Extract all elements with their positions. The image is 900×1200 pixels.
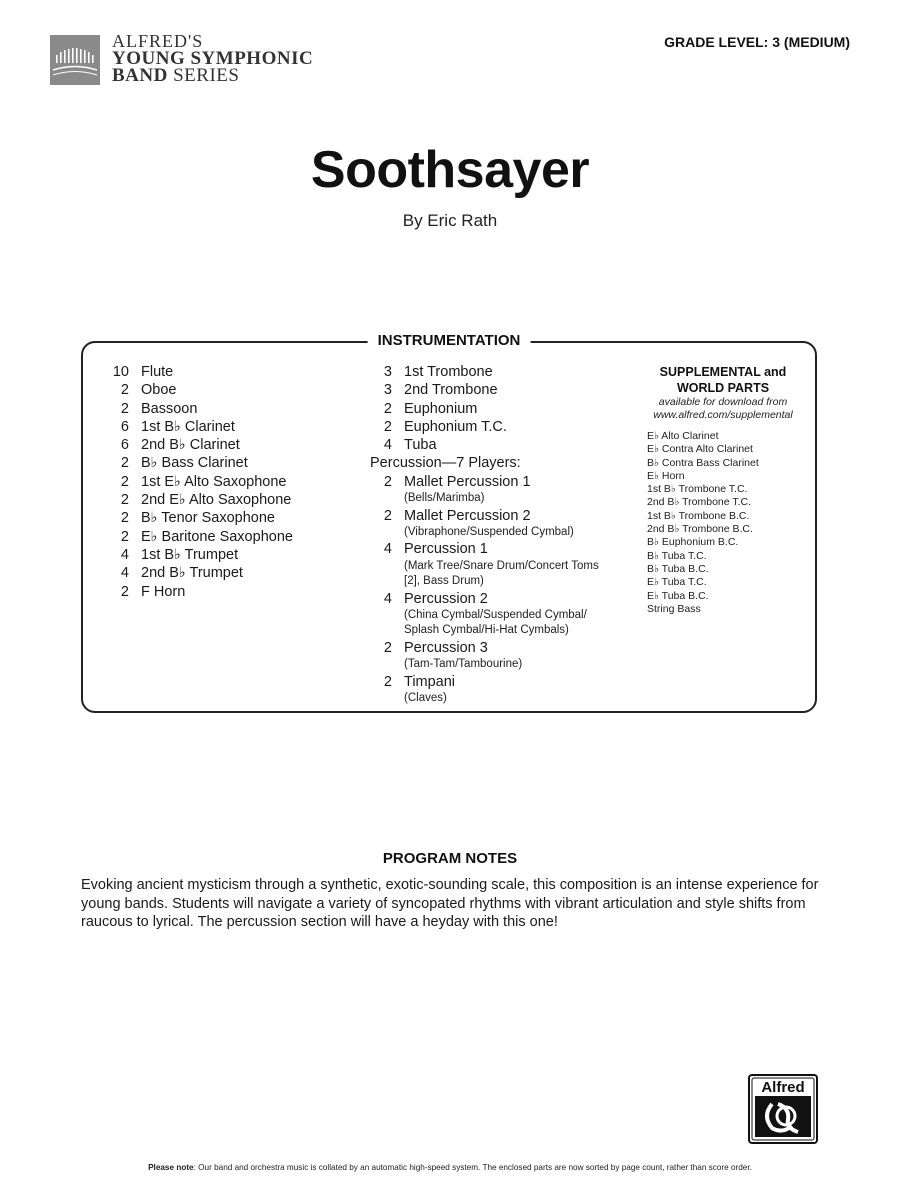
footer-note [0, 1163, 900, 1172]
instrument-row [99, 363, 359, 381]
instrument-count: 3 [383, 382, 392, 399]
instrument-row [370, 673, 660, 691]
instrument-name: Euphonium T.C. [404, 418, 507, 435]
instrument-detail: (Tam-Tam/Tambourine) [404, 658, 523, 671]
supplemental-title [638, 364, 808, 396]
series-line-3 [112, 67, 313, 84]
instrument-count: 2 [120, 492, 129, 509]
supplemental-note [638, 396, 808, 422]
instrument-name: Percussion 2 [404, 590, 488, 607]
alfred-logo-text: Alfred [761, 1079, 805, 1096]
supplemental-title-line-2: WORLD PARTS [676, 381, 770, 395]
instrument-row [370, 381, 660, 399]
instrument-count: 2 [120, 382, 129, 399]
instrument-count: 3 [383, 364, 392, 380]
instrument-name: Timpani [404, 673, 456, 690]
instrument-count: 6 [120, 418, 129, 435]
instrument-name: 1st B♭ Trumpet [141, 546, 239, 563]
instrument-row [99, 583, 359, 601]
instrument-count: 2 [383, 473, 392, 490]
instrument-row [99, 436, 359, 454]
instrument-name: E♭ Baritone Saxophone [141, 528, 293, 545]
supplemental-parts [638, 364, 808, 616]
supplemental-item: 1st B♭ Trombone B.C. [647, 509, 750, 522]
instrument-name: Mallet Percussion 2 [404, 507, 531, 524]
instrument-count: 2 [120, 473, 129, 490]
instrument-count: 2 [383, 507, 392, 524]
instrument-count: 2 [120, 583, 129, 600]
supplemental-item: E♭ Tuba B.C. [647, 589, 709, 602]
instrument-column-2 [370, 363, 660, 707]
series-series: SERIES [167, 65, 240, 86]
instrument-row [99, 400, 359, 418]
supplemental-item: B♭ Tuba T.C. [647, 549, 707, 562]
supplemental-item: 2nd B♭ Trombone T.C. [647, 496, 751, 509]
instrument-row [370, 473, 660, 491]
series-emblem-icon [50, 35, 100, 85]
supplemental-list [638, 430, 808, 616]
instrument-detail: (Claves) [404, 692, 447, 705]
page-title: Soothsayer [310, 141, 590, 199]
supplemental-item: E♭ Alto Clarinet [647, 430, 719, 442]
program-notes-heading: PROGRAM NOTES [382, 850, 518, 867]
instrument-row [99, 528, 359, 546]
instrument-column-1 [99, 363, 359, 601]
supplemental-item: B♭ Tuba B.C. [647, 562, 709, 575]
instrument-count: 4 [383, 590, 392, 607]
footer-label: Please note [148, 1163, 194, 1172]
instrument-row [370, 363, 660, 381]
instrument-name: Percussion 3 [404, 639, 488, 656]
supplemental-item: 1st B♭ Trombone T.C. [647, 483, 748, 496]
instrument-name: F Horn [141, 583, 186, 600]
instrumentation-box [81, 332, 817, 713]
instrumentation-heading: INSTRUMENTATION [368, 332, 531, 349]
instrument-name: Percussion 1 [404, 541, 488, 558]
instrument-count: 2 [120, 510, 129, 527]
instrument-row [99, 509, 359, 527]
instrument-name: 1st B♭ Clarinet [141, 418, 235, 435]
footer-text: : Our band and orchestra music is collated by an automatic high-speed system. The enclosed parts are now sorted by page count, rather than score order. [193, 1163, 752, 1172]
series-band: BAND [112, 65, 168, 86]
instrument-detail: (Bells/Marimba) [404, 492, 485, 505]
instrument-count: 10 [112, 364, 129, 380]
series-logo [50, 31, 395, 86]
instrument-name: 2nd E♭ Alto Saxophone [141, 492, 292, 509]
instrument-name: 1st E♭ Alto Saxophone [141, 473, 287, 490]
instrument-row [99, 546, 359, 564]
supplemental-item: String Bass [647, 602, 701, 615]
supplemental-item: E♭ Contra Alto Clarinet [647, 443, 753, 456]
instrument-row [99, 473, 359, 491]
instrument-name: 2nd B♭ Trumpet [141, 565, 243, 582]
instrument-name: Mallet Percussion 1 [404, 473, 531, 490]
supplemental-item: B♭ Contra Bass Clarinet [647, 456, 759, 469]
instrument-name: 2nd B♭ Clarinet [141, 437, 240, 454]
supplemental-note-line-1: available for download from [658, 396, 788, 408]
instrument-count: 2 [383, 400, 392, 417]
instrument-count: 2 [120, 400, 129, 417]
instrument-name: Oboe [141, 382, 177, 399]
series-line-1: ALFRED'S [112, 31, 204, 51]
instrument-row [370, 507, 660, 525]
instrument-count: 6 [120, 437, 129, 454]
instrument-count: 4 [383, 437, 392, 454]
instrument-count: 2 [120, 528, 129, 545]
instrument-row [99, 418, 359, 436]
supplemental-item: E♭ Tuba T.C. [647, 576, 707, 589]
alfred-logo [748, 1074, 818, 1144]
instrument-count: 2 [383, 639, 392, 656]
instrument-row [99, 564, 359, 582]
instrument-name: Euphonium [404, 400, 478, 417]
supplemental-item: 2nd B♭ Trombone B.C. [647, 523, 753, 536]
instrument-row [99, 381, 359, 399]
composer: By Eric Rath [402, 211, 498, 230]
instrument-row [370, 540, 660, 558]
instrument-name: Bassoon [141, 400, 198, 417]
instrument-detail: (China Cymbal/Suspended Cymbal/ Splash Cymbal/Hi-Hat Cymbals) [404, 608, 587, 637]
instrument-count: 2 [383, 673, 392, 690]
supplemental-title-line-1: SUPPLEMENTAL and [659, 365, 787, 379]
instrument-name: B♭ Tenor Saxophone [141, 510, 275, 527]
instrument-detail: (Vibraphone/Suspended Cymbal) [404, 525, 574, 538]
instrument-name: B♭ Bass Clarinet [141, 455, 248, 472]
instrument-row [370, 400, 660, 418]
instrument-count: 4 [120, 565, 129, 582]
supplemental-item: E♭ Horn [647, 469, 685, 482]
instrument-detail: (Mark Tree/Snare Drum/Concert Toms [2], Bass Drum) [404, 559, 599, 588]
instrument-name: Tuba [404, 437, 437, 454]
instrument-name: Flute [141, 364, 174, 380]
instrument-row [99, 491, 359, 509]
instrument-row [370, 436, 660, 454]
instrument-count: 4 [120, 546, 129, 563]
instrument-name: 1st Trombone [404, 364, 493, 380]
instrument-count: 2 [120, 455, 129, 472]
instrument-count: 2 [383, 418, 392, 435]
series-line-2: YOUNG SYMPHONIC [112, 48, 314, 69]
instrument-row [370, 639, 660, 657]
grade-level: GRADE LEVEL: 3 (MEDIUM) [664, 34, 850, 50]
instrument-row [370, 590, 660, 608]
supplemental-url: www.alfred.com/supplemental [653, 409, 793, 421]
supplemental-item: B♭ Euphonium B.C. [647, 536, 739, 549]
instrument-row [99, 454, 359, 472]
instrument-count: 4 [383, 541, 392, 558]
percussion-heading: Percussion—7 Players: [370, 455, 521, 472]
instrument-name: 2nd Trombone [404, 382, 498, 399]
program-notes-body: Evoking ancient mysticism through a synthetic, exotic-sounding scale, this composition is an intense experience for young bands. Students will navigate a variety of syncopated rhythms with vibrant articulation and style shifts from raucous to lyrical. The percussion section will have a heyday with this one! [81, 877, 819, 930]
instrument-row [370, 418, 660, 436]
